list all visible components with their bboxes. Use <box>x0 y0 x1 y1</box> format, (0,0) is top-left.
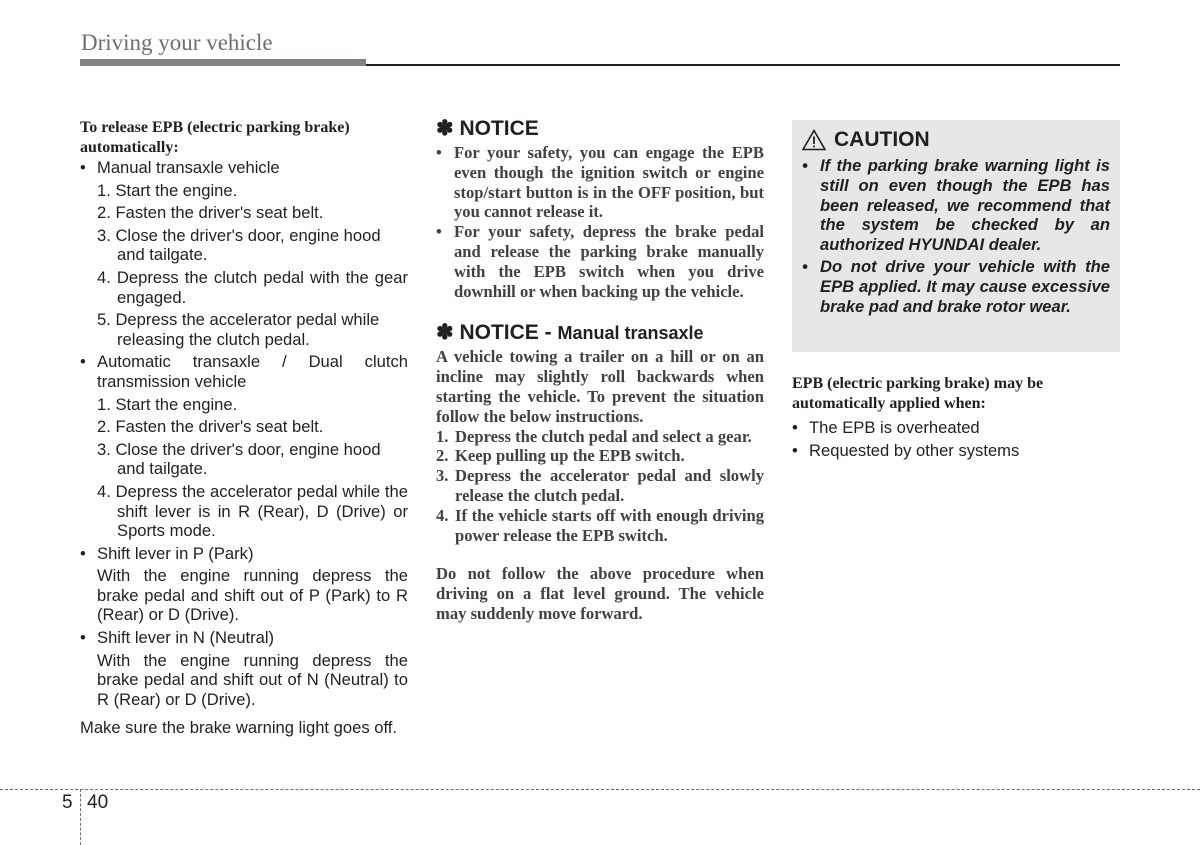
bullet-mark: • <box>802 256 808 276</box>
notice-step <box>436 506 764 546</box>
bullet-item <box>80 628 408 648</box>
step-text: If the vehicle starts off with enough driving power release the EPB switch. <box>455 505 764 545</box>
bullet-mark: • <box>792 418 798 437</box>
step-number: 3. <box>436 466 449 486</box>
step-number: 1. <box>436 426 449 446</box>
auto-step-3: 3. Close the driver's door, engine hood and tailgate. <box>97 439 381 479</box>
neutral-text: With the engine running depress the brake pedal and shift out of N (Neutral) to R (Rear) or D (Drive). <box>97 650 408 709</box>
manual-step-2: 2. Fasten the driver's seat belt. <box>97 203 324 223</box>
notice-item-text: For your safety, depress the brake pedal and release the parking brake manually with the EPB switch when you drive downhill or when backing up the vehicle. <box>454 222 764 301</box>
bullet-item <box>792 441 1120 461</box>
notice-title: NOTICE - <box>459 321 558 345</box>
header-rule <box>366 64 1120 66</box>
bullet-item <box>80 352 408 391</box>
caution-heading <box>802 128 1110 152</box>
bullet-item <box>80 544 408 564</box>
footer-divider <box>80 789 81 845</box>
step-text: Keep pulling up the EPB switch. <box>455 446 685 466</box>
column-middle <box>436 117 764 624</box>
notice-item <box>436 143 764 222</box>
column-left <box>80 118 408 738</box>
notice-icon: ✽ <box>436 117 454 140</box>
bullet-mark: • <box>436 143 442 162</box>
caution-box <box>792 120 1120 352</box>
manual-step-5: 5. Depress the accelerator pedal while releasing the clutch pedal. <box>97 310 380 349</box>
neutral-label: Shift lever in N (Neutral) <box>97 628 275 648</box>
automatic-label: Automatic transaxle / Dual clutch transmission vehicle <box>97 352 408 391</box>
auto-step-4: 4. Depress the accelerator pedal while the shift lever is in R (Rear), D (Drive) or Sports mode. <box>97 481 408 541</box>
manual-step-3: 3. Close the driver's door, engine hood and tailgate. <box>97 225 381 265</box>
step-number: 2. <box>436 446 449 466</box>
epb-condition: Requested by other systems <box>809 440 1020 460</box>
epb-condition: The EPB is overheated <box>809 418 980 437</box>
notice-item-text: For your safety, you can engage the EPB even though the ignition switch or engine stop/start button is in the OFF position, but you cannot release it. <box>454 143 764 222</box>
bullet-mark: • <box>436 222 442 242</box>
bullet-mark: • <box>792 440 798 460</box>
bullet-mark: • <box>80 158 86 177</box>
manual-step-4: 4. Depress the clutch pedal with the gear engaged. <box>97 267 408 307</box>
page-number: 40 <box>87 792 109 813</box>
caution-item <box>802 156 1110 255</box>
caution-item-text: If the parking brake warning light is still on even though the EPB has been released, we recommend that the system be checked by an authorized HYUNDAI dealer. <box>820 156 1110 255</box>
notice-heading <box>436 117 764 141</box>
column-right <box>792 374 1120 460</box>
bullet-mark: • <box>80 628 86 648</box>
bullet-item <box>80 158 408 178</box>
park-text: With the engine running depress the brake pedal and shift out of P (Park) to R (Rear) or D (Drive). <box>97 566 408 625</box>
auto-step-1: 1. Start the engine. <box>97 394 238 414</box>
warning-triangle-icon <box>802 129 826 151</box>
caution-item-text: Do not drive your vehicle with the EPB applied. It may cause excessive brake pad and brake rotor wear. <box>820 256 1110 316</box>
step-text: Depress the accelerator pedal and slowly release the clutch pedal. <box>455 466 764 505</box>
notice-step <box>436 446 764 466</box>
notice-subtitle: Manual transaxle <box>557 323 704 344</box>
notice-title: NOTICE <box>459 117 539 140</box>
bullet-mark: • <box>80 352 86 372</box>
closing-text: Make sure the brake warning light goes off. <box>80 718 397 738</box>
manual-step-1: 1. Start the engine. <box>97 180 238 200</box>
notice-warning: Do not follow the above procedure when driving on a flat level ground. The vehicle may suddenly move forward. <box>436 564 764 623</box>
notice-step <box>436 427 764 447</box>
header-bar <box>80 59 366 66</box>
caution-title: CAUTION <box>834 128 930 151</box>
bullet-mark: • <box>80 543 86 563</box>
notice-heading <box>436 321 764 345</box>
step-text: Depress the clutch pedal and select a gear. <box>455 426 752 446</box>
park-label: Shift lever in P (Park) <box>97 543 254 563</box>
section-number: 5 <box>62 792 73 813</box>
page-header-title: Driving your vehicle <box>81 30 273 55</box>
epb-auto-heading: EPB (electric parking brake) may be automatically applied when: <box>792 375 1044 412</box>
step-number: 4. <box>436 505 449 525</box>
bullet-item <box>792 418 1120 438</box>
release-heading: To release EPB (electric parking brake) automatically: <box>80 119 350 156</box>
notice-item <box>436 222 764 301</box>
auto-step-2: 2. Fasten the driver's seat belt. <box>97 417 324 437</box>
footer-rule <box>0 789 1200 790</box>
caution-item <box>802 257 1110 316</box>
bullet-mark: • <box>802 156 808 175</box>
notice-step <box>436 466 764 506</box>
notice-icon: ✽ <box>436 321 454 345</box>
notice-intro: A vehicle towing a trailer on a hill or on an incline may slightly roll backwards when starting the vehicle. To prevent the situation follow the below instructions. <box>436 347 764 426</box>
manual-label: Manual transaxle vehicle <box>97 158 280 177</box>
